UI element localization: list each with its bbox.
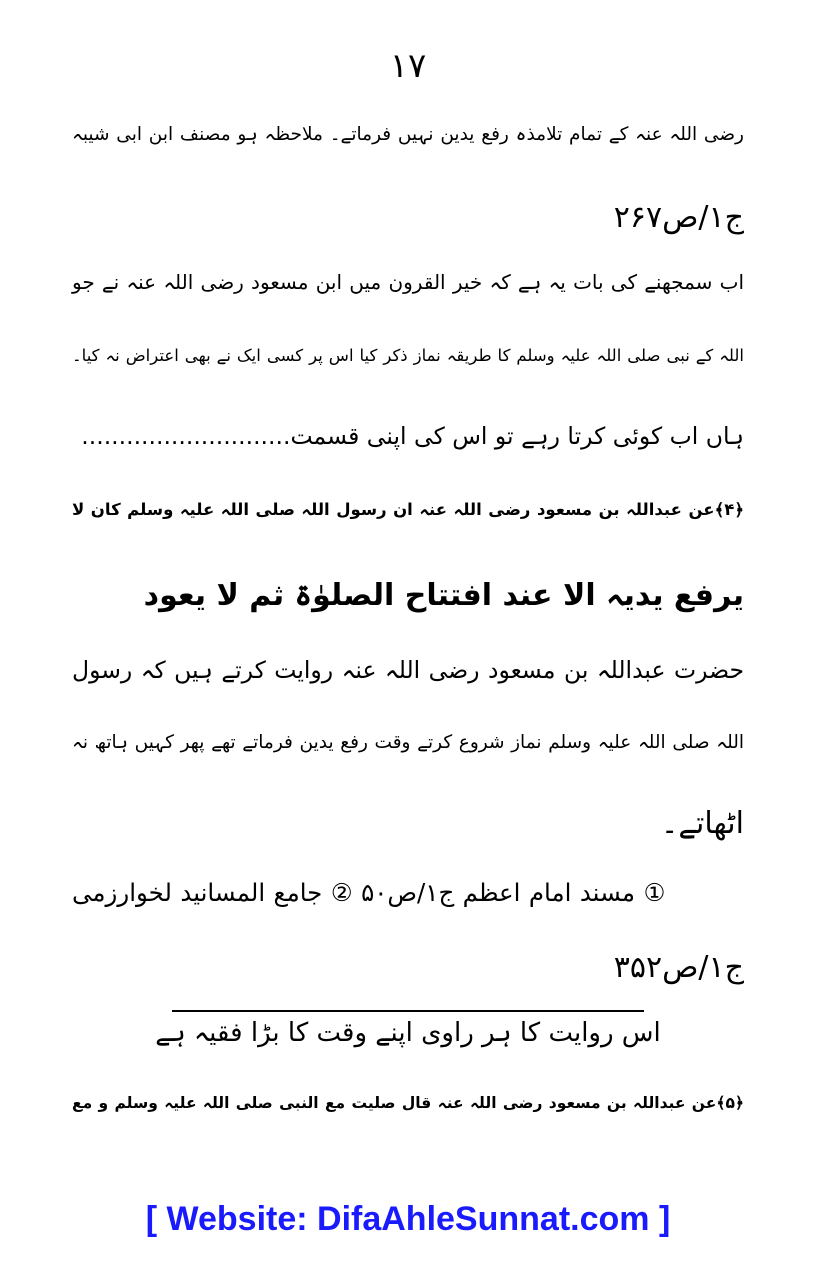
paragraph-2-line-1: اب سمجھنے کی بات یہ ہے کہ خیر القرون میں ابن مسعود رضی اللہ عنہ نے جو xyxy=(72,270,744,294)
website-footer: [ Website: DifaAhleSunnat.com ] xyxy=(145,1200,671,1238)
hadith-4-arabic-line-1: ﴿۴﴾عن عبداللہ بن مسعود رضی اللہ عنہ ان رسول اللہ صلی اللہ علیہ وسلم کان لا xyxy=(72,500,744,519)
hadith-5-arabic-line: ﴿۵﴾عن عبداللہ بن مسعود رضی اللہ عنہ قال صلیت مع النبی صلی اللہ علیہ وسلم و مع xyxy=(72,1094,744,1112)
hadith-4-translation-line-3: اٹھاتے۔ xyxy=(660,806,744,841)
paragraph-1-line-1: رضی اللہ عنہ کے تمام تلامذہ رفع یدین نہیں فرماتے۔ ملاحظہ ہو مصنف ابن ابی شیبہ xyxy=(72,124,744,145)
hadith-4-reference-line-1: ① مسند امام اعظم ج۱/ص۵۰ ② جامع المسانید لخوارزمی xyxy=(72,878,667,907)
paragraph-2-line-2: اللہ کے نبی صلی اللہ علیہ وسلم کا طریقہ نماز ذکر کیا اس پر کسی ایک نے بھی اعتراض نہ کیا۔ xyxy=(72,346,744,365)
paragraph-1-line-2: ج۱/ص۲۶۷ xyxy=(613,200,744,235)
hadith-4-translation-line-2: اللہ صلی اللہ علیہ وسلم نماز شروع کرتے وقت رفع یدین فرماتے تھے پھر کہیں ہاتھ نہ xyxy=(72,732,744,753)
hadith-4-translation-line-1: حضرت عبداللہ بن مسعود رضی اللہ عنہ روایت کرتے ہیں کہ رسول xyxy=(72,656,744,684)
paragraph-2-line-3: ہاں اب کوئی کرتا رہے تو اس کی اپنی قسمت............................ xyxy=(81,422,744,450)
page-number: ۱۷ xyxy=(389,46,427,86)
footnote-divider xyxy=(172,1010,644,1012)
hadith-4-reference-line-2: ج۱/ص۳۵۲ xyxy=(613,950,744,985)
footnote-text: اس روایت کا ہر راوی اپنے وقت کا بڑا فقیہ ہے xyxy=(155,1018,661,1048)
hadith-4-arabic-line-2: یرفع یدیہ الا عند افتتاح الصلوٰۃ ثم لا یعود xyxy=(143,578,744,613)
